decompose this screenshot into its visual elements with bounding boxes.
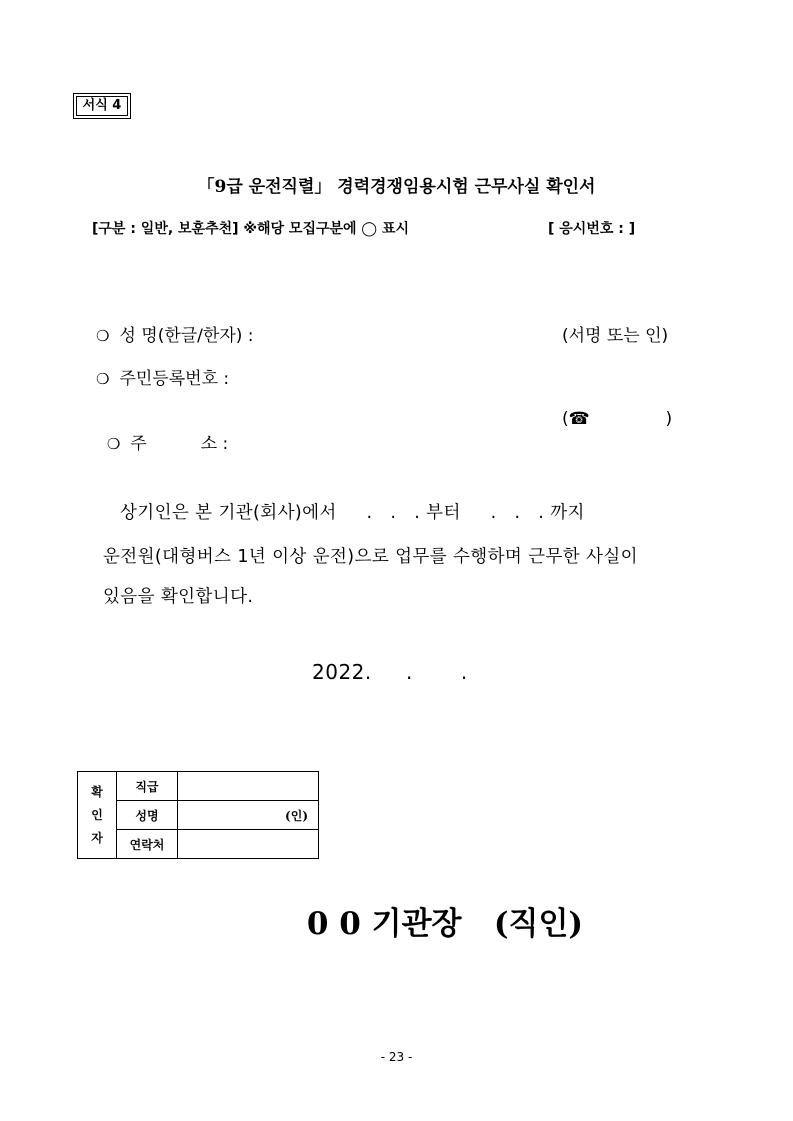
document-title: 「9급 운전직렬」 경력경쟁임용시험 근무사실 확인서 — [197, 177, 596, 197]
header-char: 확 — [91, 784, 103, 799]
signature-note: (서명 또는 인) — [562, 326, 669, 346]
contact-value[interactable] — [178, 830, 319, 859]
confirmer-table — [77, 771, 319, 859]
confirmer-name-value[interactable] — [178, 801, 319, 830]
seal-mark: (인) — [285, 809, 308, 823]
address-label: 주 소 : — [130, 434, 229, 454]
contact-label: 연락처 — [117, 830, 178, 859]
confirmer-name-label: 성명 — [117, 801, 178, 830]
application-number-label: [ 응시번호 : ] — [548, 221, 636, 237]
organization-head-seal: 0 0 기관장 (직인) — [306, 906, 584, 942]
body-line: 있음을 확인합니다. — [103, 587, 254, 607]
header-char: 자 — [91, 830, 103, 845]
form-label: 서식 4 — [76, 96, 128, 116]
page-number: - 23 - — [380, 1050, 413, 1064]
bullet-icon: ❍ — [106, 435, 121, 453]
body-line: 상기인은 본 기관(회사)에서 . . . 부터 . . . 까지 — [120, 503, 585, 523]
address-field — [96, 409, 228, 454]
name-field — [96, 321, 254, 346]
header-char: 인 — [91, 807, 103, 822]
form-label-box — [73, 93, 131, 119]
category-instruction: [구분 : 일반, 보훈추천] ※해당 모집구분에 ◯ 표시 — [92, 221, 410, 237]
bullet-icon: ❍ — [96, 370, 110, 388]
rrn-field — [96, 364, 229, 389]
phone-note: (☎ ) — [562, 409, 673, 429]
issue-date: 2022. . . — [312, 660, 468, 684]
rrn-label: 주민등록번호 : — [119, 369, 230, 389]
confirmer-header — [78, 772, 117, 859]
bullet-icon: ❍ — [96, 327, 110, 345]
name-label: 성 명(한글/한자) : — [119, 326, 254, 346]
rank-label: 직급 — [117, 772, 178, 801]
rank-value[interactable] — [178, 772, 319, 801]
body-line: 운전원(대형버스 1년 이상 운전)으로 업무를 수행하며 근무한 사실이 — [103, 547, 638, 567]
